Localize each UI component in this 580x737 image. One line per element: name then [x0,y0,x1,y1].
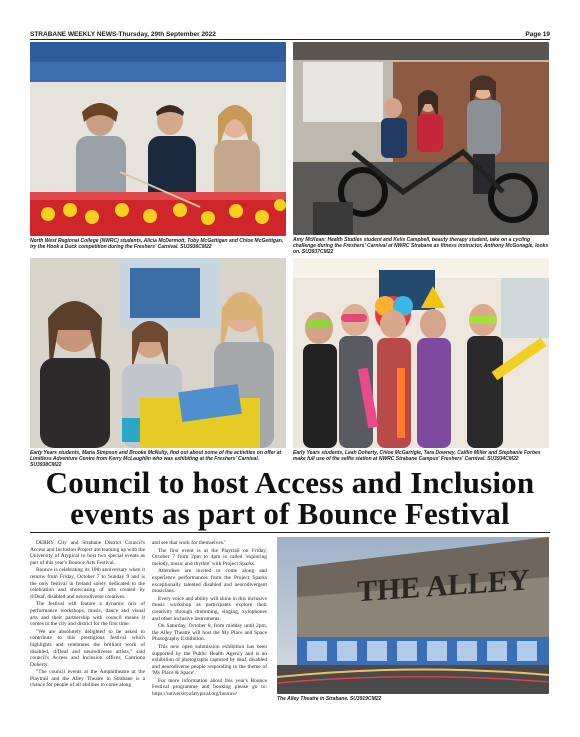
photo-selfie-station [293,258,549,448]
article-paragraph: Attendees are invited to come along and experience performances from the Project Sparks exceptionally talented disabled and neurodivergent musicians. [152,568,267,595]
photo-caption: North West Regional College (NWRC) students, Alicia McDermott, Toby McGettigan and Chloe McGettigan, try the Hook a Duck competition during the Freshers' Carnival. SU3936CM22 [30,238,284,250]
article-paragraph: This new open submission exhibition has been supported by the Public Health Agency and is an exhibition of photographs captured by deaf, disabled and neurodiverse people responding to the theme of 'My Place & Space'. [152,643,267,677]
photo-caption: Amy McKean: Health Studies student and Kelis Campbell, beauty therapy student, take on a cycling challenge during the Freshers' Carnival at NWRC Strabane as fitness instructor, Anthony McGonagle, looks on. SU3937CM22 [293,237,549,255]
article-paragraph: On Saturday, October 8, from midday until 2pm, the Alley Theatre will host the My Place and Space Photography Exhibition. [152,623,267,643]
article-paragraph: "We are absolutely delighted to be asked to contribute to this prestigious festival which highlights and celebrates the brilliant work of disabled, d/Deaf and neurodiverse artists," said council's Access and Inclusion officer, Caitriona Doherty. [30,628,145,668]
article-paragraph: For more information about this year's Bounce Festival programme and booking please go to: https://universityofatypical.org/bounce/ [152,677,267,698]
article-paragraph: The first event is at the Playtrail on Friday, October 7 from 2pm to 4pm is called 'exploring melody, music and rhythm' with Project Sparks. [152,547,267,567]
article-headline: Council to host Access and Inclusion events as part of Bounce Festival [45,465,535,531]
page-header [30,26,550,40]
page-number: Page 19 [525,31,550,38]
article-paragraph: and see that work for themselves." [152,540,227,546]
article-paragraph: The festival will feature a dynamic mix of performance workshops, music, dance and visual arts and their partnership with council means it comes to the city and district for the first time. [30,601,145,628]
headline-rule [30,532,550,533]
article-paragraph: Bounce is celebrating its 10th anniversary when it returns from Friday, October 7 to Sunday 9 and is the only festival in Ireland solely dedicated to the celebration and showcasing of arts created by d/Deaf, disabled and neurodiverse creatives. [30,567,145,600]
photo-adventure-centre [30,258,286,448]
photo-caption: The Alley Theatre in Strabane. SU3919CM22 [277,696,382,702]
publication-dateline: STRABANE WEEKLY NEWS-Thursday, 29th September 2022 [30,31,216,38]
article-paragraph: "The council events at the Amphitheatre at the Playtrail and the Alley Theatre in Strabane is a chance for people of all abilities to come along [30,669,145,689]
article-paragraph: Every voice and ability will shine in this inclusive music workshop as participants explore their creativity through drumming, singing, xylophones and other inclusive instruments. [152,595,267,622]
photo-caption: Early Years students, Maria Simpson and Brooke McNulty, find out about some of the activities on offer at Limitless Adventure Centre from Kerry McLaughlin who was exhibiting at the Freshers' Carnival. SU3938CM22 [30,450,282,468]
article-column-2 [152,540,267,699]
photo-cycling-challenge [293,42,549,235]
article-paragraph: DERRY City and Strabane District Council's Access and Inclusion Project are teaming up with the University of Atypical to host two special events as part of this year's Bounce Arts Festival. [30,540,145,566]
photo-alley-theatre [277,537,549,694]
photo-caption: Early Years students, Leah Doherty, Chloe McGarrigle, Tara Downey, Caitlin Miller and Stephanie Forbes make full use of the selfie station at NWRC Strabane Campus' Freshers' Carnival. SU3934CM22 [293,450,541,462]
alley-sign-text: THE ALLEY [357,563,530,609]
photo-hook-a-duck [30,42,286,236]
article-column-1 [30,540,145,690]
